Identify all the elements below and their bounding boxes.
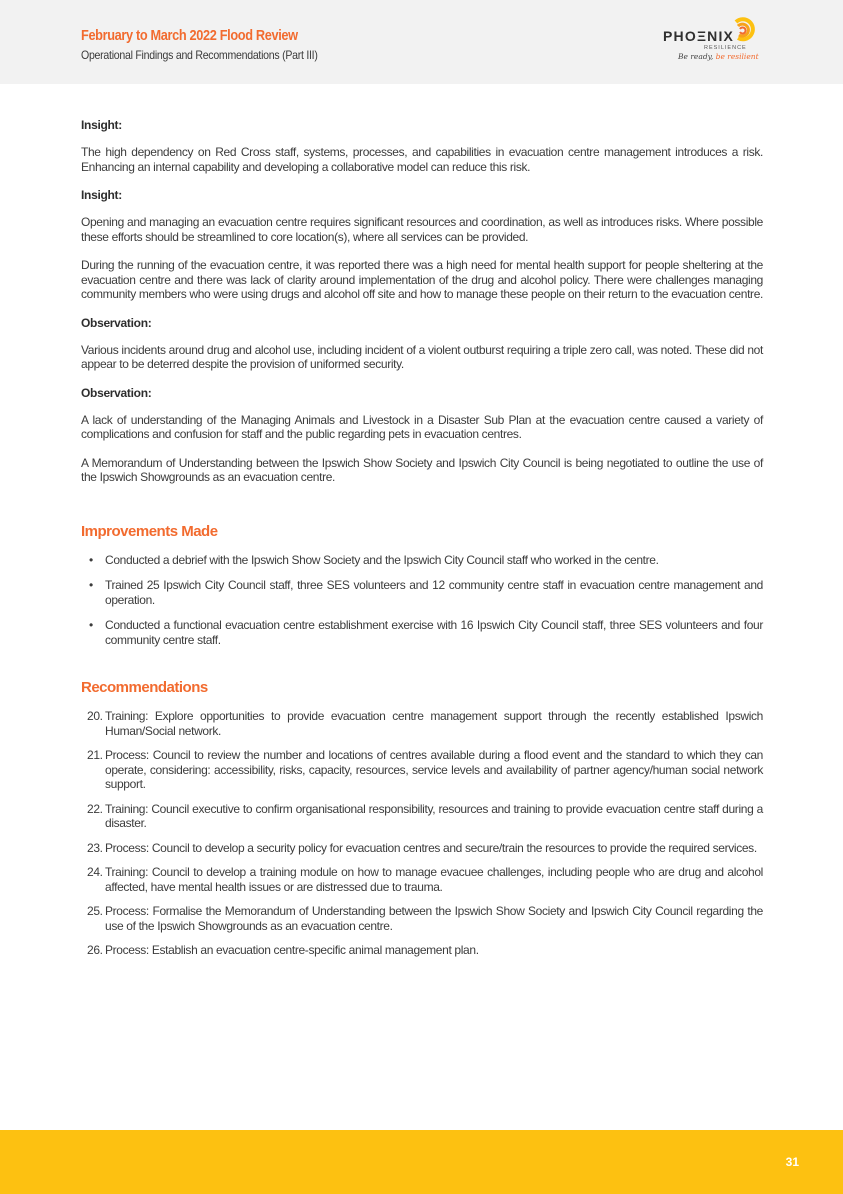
finding-paragraph: Opening and managing an evacuation centre requires significant resources and coordination, as well as introduces risks. Where possible these efforts should be streamlined to core location(s), where all services can be provided.	[81, 215, 763, 244]
recommendation-item	[81, 943, 763, 958]
finding-observation-1	[81, 316, 763, 372]
recommendation-item	[81, 802, 763, 831]
list-item	[81, 553, 763, 568]
recommendation-number: 26.	[87, 943, 103, 957]
logo-tagline-main: Be ready,	[678, 52, 716, 61]
recommendation-item	[81, 748, 763, 792]
recommendation-text: Process: Council to develop a security policy for evacuation centres and secure/train the resources to provide the required services.	[105, 840, 757, 855]
page-number: 31	[785, 1155, 799, 1169]
recommendation-number: 20.	[87, 709, 103, 723]
logo-tagline	[678, 52, 759, 61]
finding-paragraph: The high dependency on Red Cross staff, systems, processes, and capabilities in evacuation centre management introduces a risk. Enhancing an internal capability and developing a collaborative model can reduce this risk.	[81, 145, 763, 174]
finding-paragraph: A Memorandum of Understanding between the Ipswich Show Society and Ipswich City Council is being negotiated to outline the use of the Ipswich Showgrounds as an evacuation centre.	[81, 455, 763, 484]
bullet-icon: •	[89, 618, 93, 632]
logo-tagline-accent: be resilient	[715, 52, 759, 61]
finding-paragraph: During the running of the evacuation centre, it was reported there was a high need for mental health support for people sheltering at the evacuation centre and there was lack of clarity around implementation of the drug and alcohol policy. There were challenges managing community members who were using drugs and alcohol off site and how to manage these people on their return to the evacuation centre.	[81, 258, 764, 301]
page-footer-band	[0, 1130, 843, 1194]
finding-label: Insight:	[81, 188, 122, 202]
section-heading-recommendations: Recommendations	[81, 679, 208, 696]
recommendation-number: 23.	[87, 840, 103, 855]
finding-paragraph: Various incidents around drug and alcohol use, including incident of a violent outburst requiring a triple zero call, was noted. These did not appear to be deterred despite the provision of uniformed security.	[81, 342, 763, 371]
recommendations-section	[81, 679, 763, 958]
logo-subtext: RESILIENCE	[704, 45, 747, 51]
finding-paragraph: A lack of understanding of the Managing Animals and Livestock in a Disaster Sub Plan at the evacuation centre caused a variety of complications and confusion for staff and the public regarding pets in evacuation centres.	[81, 412, 763, 441]
recommendation-text: Training: Council to develop a training module on how to manage evacuee challenges, including people who are drug and alcohol affected, have mental health issues or are distressed due to trauma.	[105, 865, 763, 894]
page-header	[0, 0, 843, 84]
recommendation-number: 25.	[87, 904, 103, 918]
recommendation-number: 24.	[87, 865, 103, 879]
recommendation-item	[81, 841, 763, 856]
bullet-icon: •	[89, 578, 93, 592]
finding-label: Insight:	[81, 118, 122, 132]
recommendations-list	[81, 709, 763, 958]
list-item-text: Conducted a debrief with the Ipswich Show Society and the Ipswich City Council staff who worked in the centre.	[105, 552, 659, 567]
recommendation-text: Process: Council to review the number and locations of centres available during a flood event and the standard to which they can operate, considering: accessibility, risks, capacity, resources, service levels and availability of partner agency/human social network support.	[105, 748, 763, 791]
recommendation-number: 21.	[87, 748, 103, 762]
recommendation-item	[81, 709, 763, 738]
list-item-text: Trained 25 Ipswich City Council staff, three SES volunteers and 12 community centre staff in evacuation centre management and operation.	[105, 578, 763, 607]
list-item	[81, 578, 763, 607]
recommendation-text: Process: Formalise the Memorandum of Understanding between the Ipswich Show Society and Ipswich City Council regarding the use of the Ipswich Showgrounds as an evacuation centre.	[105, 904, 763, 933]
list-item	[81, 618, 763, 647]
recommendation-text: Training: Council executive to confirm organisational responsibility, resources and training to provide evacuation centre staff during a disaster.	[105, 801, 763, 830]
list-item-text: Conducted a functional evacuation centre establishment exercise with 16 Ipswich City Council staff, three SES volunteers and four community centre staff.	[105, 618, 763, 647]
logo-wordmark: PHOΞNIX	[663, 28, 735, 44]
bullet-icon: •	[89, 552, 93, 567]
recommendation-number: 22.	[87, 801, 103, 816]
recommendation-item	[81, 904, 763, 933]
recommendation-text: Training: Explore opportunities to provide evacuation centre management support through the recently established Ipswich Human/Social network.	[105, 709, 763, 738]
finding-label: Observation:	[81, 385, 152, 400]
finding-insight-1	[81, 118, 763, 174]
finding-observation-2	[81, 386, 763, 485]
document-title: February to March 2022 Flood Review	[81, 28, 298, 44]
page-content	[81, 118, 763, 968]
improvements-section	[81, 523, 763, 648]
phoenix-resilience-logo	[660, 16, 760, 66]
finding-label: Observation:	[81, 315, 152, 330]
recommendation-item	[81, 865, 763, 894]
improvements-list	[81, 553, 763, 648]
document-subtitle: Operational Findings and Recommendations (Part III)	[81, 48, 318, 62]
section-heading-improvements: Improvements Made	[81, 522, 218, 540]
recommendation-text: Process: Establish an evacuation centre-specific animal management plan.	[105, 943, 479, 957]
finding-insight-2	[81, 188, 763, 302]
